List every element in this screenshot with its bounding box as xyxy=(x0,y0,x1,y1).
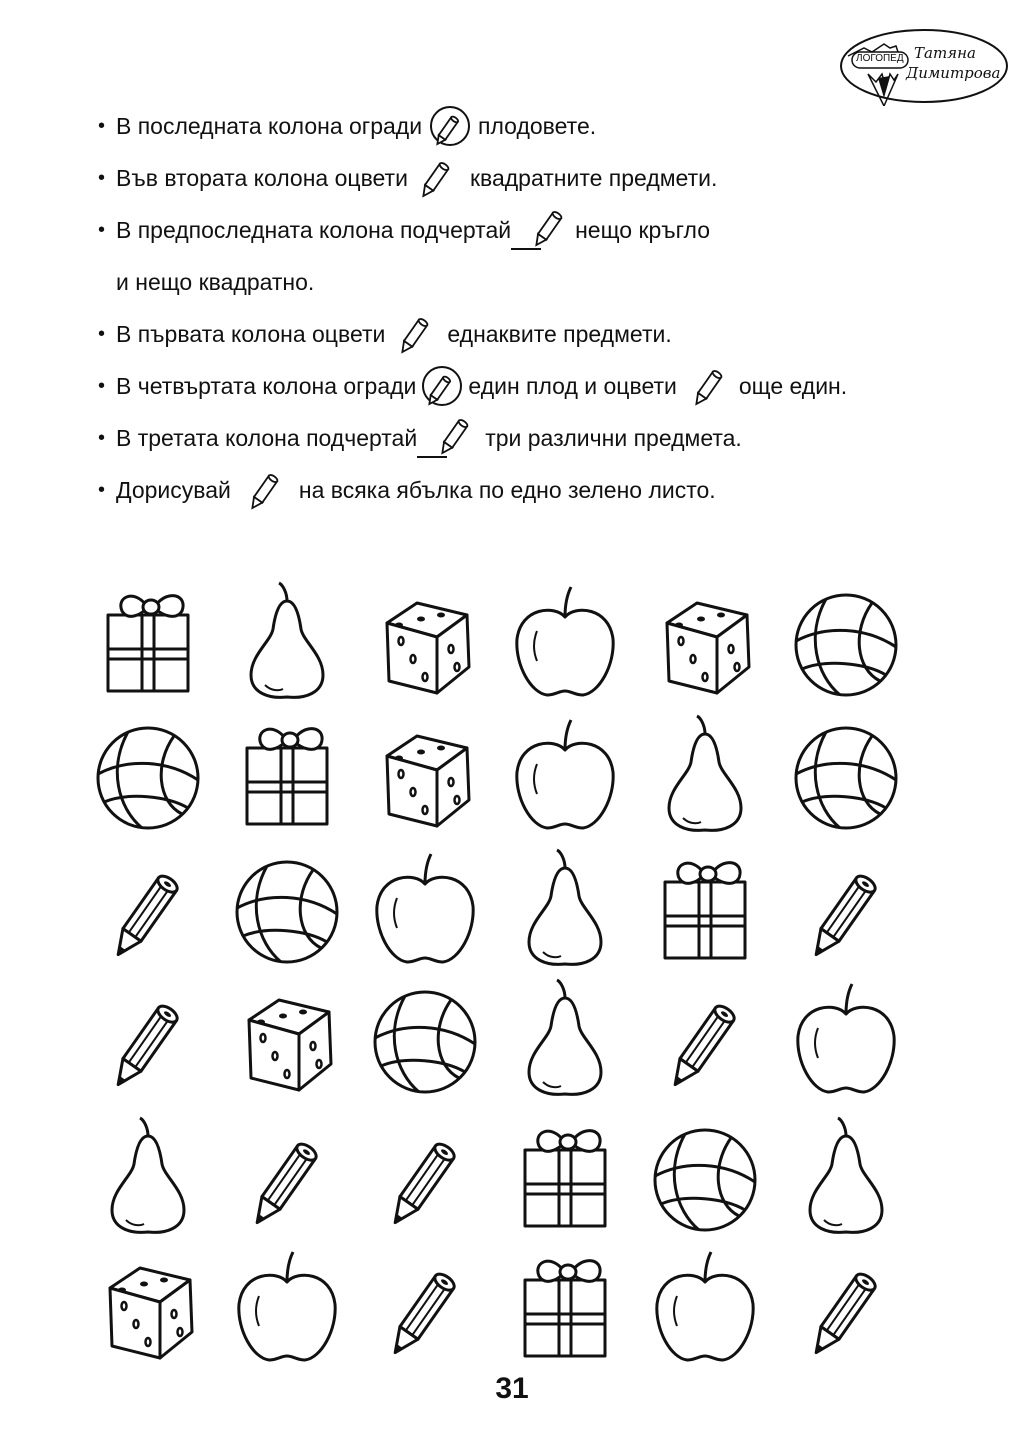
bullet: • xyxy=(98,323,106,345)
die-icon xyxy=(387,603,469,693)
instruction-text: В третата колона подчертай xyxy=(116,425,418,451)
die-icon xyxy=(387,736,469,826)
die-icon xyxy=(667,603,749,693)
pencil-icon xyxy=(386,1141,457,1229)
pencil-icon xyxy=(109,1003,180,1091)
instruction-text: плодовете. xyxy=(478,113,597,139)
pear-icon xyxy=(669,716,741,830)
instruction-text: нещо кръгло xyxy=(575,217,711,243)
pencil-icon xyxy=(807,873,878,961)
pear-icon xyxy=(529,850,601,964)
pear-icon xyxy=(529,980,601,1094)
pear-icon xyxy=(251,583,323,697)
instruction-continuation: и нещо квадратно. xyxy=(116,269,315,295)
apple-icon xyxy=(377,854,473,962)
gift-icon xyxy=(525,1261,605,1356)
die-icon xyxy=(249,1000,331,1090)
instruction-text: В последната колона огради xyxy=(116,113,423,139)
pencil-icon xyxy=(666,1003,737,1091)
bullet: • xyxy=(98,115,106,137)
bullet: • xyxy=(98,167,106,189)
ball-icon xyxy=(237,862,337,962)
instruction-text: Дорисувай xyxy=(116,477,231,503)
logo-line3: Димитрова xyxy=(906,64,1001,82)
instruction-text: В първата колона оцвети xyxy=(116,321,386,347)
pencil-icon xyxy=(248,1141,319,1229)
gift-icon xyxy=(108,596,188,691)
ball-icon xyxy=(796,595,896,695)
instruction-text: още един. xyxy=(738,373,848,399)
ball-icon xyxy=(796,728,896,828)
gift-icon xyxy=(525,1131,605,1226)
apple-icon xyxy=(517,587,613,695)
logo-line2: Татяна xyxy=(914,44,976,62)
ball-icon xyxy=(98,728,198,828)
pencil-icon xyxy=(807,1271,878,1359)
instruction-text: В предпоследната колона подчертай xyxy=(116,217,512,243)
bullet: • xyxy=(98,375,106,397)
instruction-text: В четвъртата колона огради xyxy=(116,373,417,399)
pencil-icon xyxy=(386,1271,457,1359)
bullet: • xyxy=(98,427,106,449)
pear-icon xyxy=(112,1118,184,1232)
gift-icon xyxy=(665,863,745,958)
ball-icon xyxy=(655,1130,755,1230)
instruction-text: един плод и оцвети xyxy=(468,373,677,399)
bullet: • xyxy=(98,219,106,241)
instruction-text: квадратните предмети. xyxy=(469,165,718,191)
apple-icon xyxy=(239,1252,335,1360)
gift-icon xyxy=(247,729,327,824)
logo-line1: ЛОГОПЕД xyxy=(856,53,904,64)
bullet: • xyxy=(98,479,106,501)
pencil-icon xyxy=(109,873,180,961)
pear-icon xyxy=(810,1118,882,1232)
page-number: 31 xyxy=(495,1372,529,1405)
instruction-text: еднаквите предмети. xyxy=(447,321,672,347)
apple-icon xyxy=(798,984,894,1092)
instruction-text: на всяка ябълка по едно зелено листо. xyxy=(298,477,716,503)
instruction-text: три различни предмета. xyxy=(485,425,742,451)
instruction-text: Във втората колона оцвети xyxy=(116,165,408,191)
die-icon xyxy=(110,1268,192,1358)
ball-icon xyxy=(375,992,475,1092)
apple-icon xyxy=(657,1252,753,1360)
apple-icon xyxy=(517,720,613,828)
